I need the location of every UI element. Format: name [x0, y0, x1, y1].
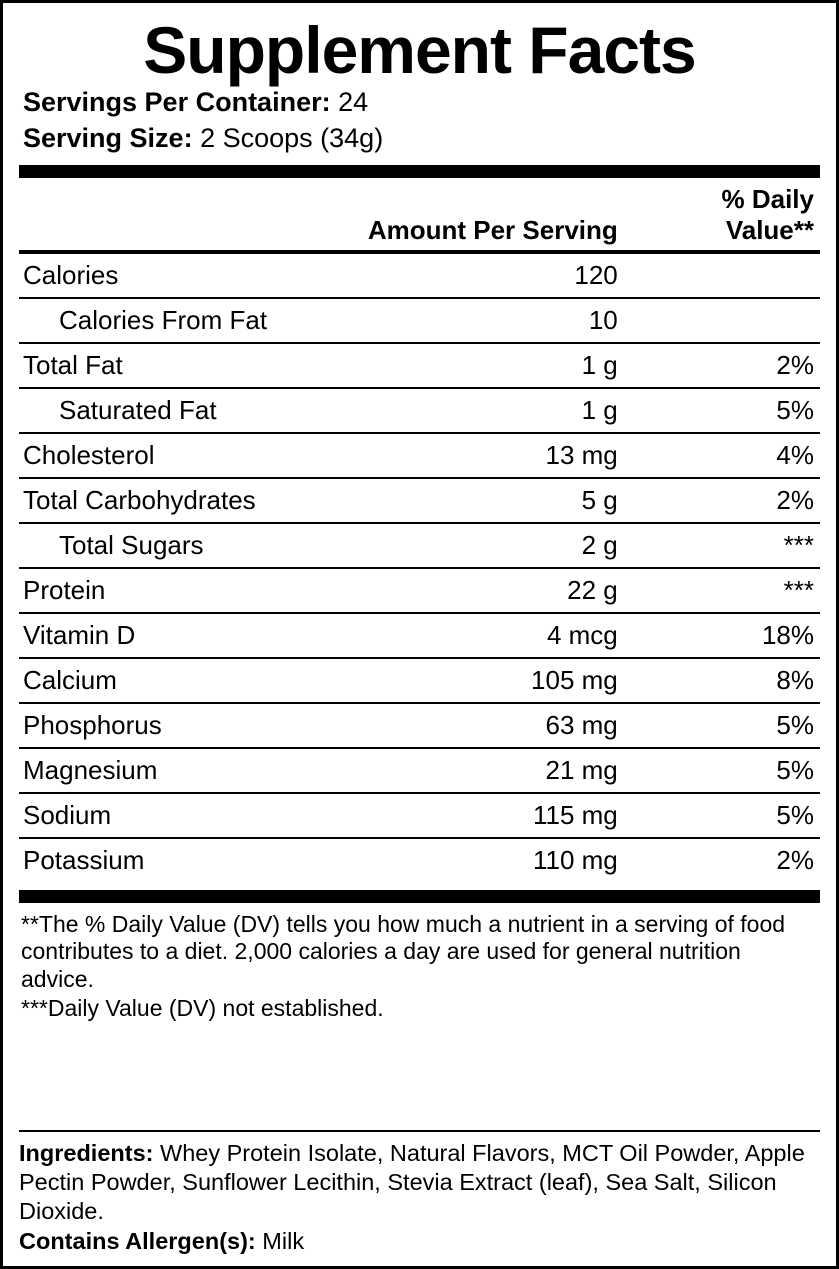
- nutrient-daily-value: 5%: [644, 793, 820, 838]
- serving-size-label: Serving Size:: [23, 123, 193, 154]
- nutrient-amount: 22 g: [355, 568, 643, 613]
- footnotes: [19, 911, 820, 1023]
- table-row: [19, 568, 820, 613]
- table-row: [19, 523, 820, 568]
- nutrient-daily-value: [644, 252, 820, 298]
- table-row: [19, 793, 820, 838]
- allergen-line: [19, 1227, 820, 1256]
- divider-thick-top: [19, 165, 820, 178]
- nutrient-name: Calcium: [19, 658, 355, 703]
- table-row: [19, 703, 820, 748]
- table-row: [19, 658, 820, 703]
- nutrient-daily-value: 5%: [644, 388, 820, 433]
- table-row: [19, 388, 820, 433]
- nutrient-daily-value: [644, 298, 820, 343]
- nutrient-amount: 2 g: [355, 523, 643, 568]
- table-row: [19, 433, 820, 478]
- nutrient-daily-value: 4%: [644, 433, 820, 478]
- servings-per-container: [23, 84, 820, 120]
- nutrient-amount: 1 g: [355, 343, 643, 388]
- nutrient-daily-value: ***: [644, 568, 820, 613]
- header-daily-value: % Daily Value**: [644, 178, 820, 252]
- nutrient-amount: 4 mcg: [355, 613, 643, 658]
- header-blank: [19, 178, 355, 252]
- nutrient-name: Potassium: [23, 844, 145, 875]
- table-row: [19, 298, 820, 343]
- nutrient-name: Magnesium: [19, 748, 355, 793]
- nutrient-name: Calories: [19, 252, 355, 298]
- nutrient-daily-value: 2%: [644, 478, 820, 523]
- table-row: [19, 343, 820, 388]
- nutrient-daily-value: 2%: [644, 343, 820, 388]
- nutrient-daily-value: 8%: [644, 658, 820, 703]
- nutrient-daily-value: 2%: [776, 844, 814, 875]
- nutrient-amount: 1 g: [355, 388, 643, 433]
- divider-thick-bottom: [19, 890, 820, 903]
- table-header-row: [19, 178, 820, 252]
- nutrient-daily-value: 18%: [644, 613, 820, 658]
- table-row: [19, 478, 820, 523]
- ingredients-text: Whey Protein Isolate, Natural Flavors, MCT Oil Powder, Apple Pectin Powder, Sunflower Lecithin, Stevia Extract (leaf), Sea Salt, Silicon Dioxide.: [19, 1140, 805, 1224]
- nutrient-amount: 110 mg: [532, 844, 618, 875]
- serving-size-value: 2 Scoops (34g): [200, 123, 384, 154]
- page-title: Supplement Facts: [143, 13, 696, 87]
- nutrient-amount: 21 mg: [355, 748, 643, 793]
- serving-size: [23, 120, 820, 156]
- table-row: [19, 252, 820, 298]
- nutrient-amount: 105 mg: [355, 658, 643, 703]
- nutrient-daily-value: 5%: [644, 748, 820, 793]
- nutrient-name: Calories From Fat: [19, 298, 355, 343]
- nutrient-name: Protein: [19, 568, 355, 613]
- servings-per-container-label: Servings Per Container:: [23, 86, 331, 117]
- allergen-label: Contains Allergen(s):: [19, 1228, 256, 1255]
- nutrition-table: [19, 178, 820, 882]
- ingredients-label: Ingredients:: [19, 1140, 154, 1167]
- table-row: [19, 613, 820, 658]
- nutrient-name: Phosphorus: [19, 703, 355, 748]
- nutrient-daily-value: 5%: [644, 703, 820, 748]
- table-row: [19, 838, 820, 882]
- nutrient-amount: 115 mg: [355, 793, 643, 838]
- footnote-daily-value: **The % Daily Value (DV) tells you how much a nutrient in a serving of food contributes to a diet. 2,000 calories a day are used for general nutrition advice.: [21, 910, 786, 992]
- nutrient-amount: 5 g: [355, 478, 643, 523]
- ingredients-line: [19, 1139, 820, 1225]
- table-row: [19, 748, 820, 793]
- nutrient-amount: 120: [355, 252, 643, 298]
- nutrient-amount: 10: [355, 298, 643, 343]
- ingredients-block: [19, 1130, 820, 1258]
- allergen-text: Milk: [262, 1228, 305, 1255]
- nutrient-amount: 63 mg: [355, 703, 643, 748]
- nutrient-name: Total Fat: [19, 343, 355, 388]
- nutrient-name: Total Sugars: [19, 523, 355, 568]
- servings-per-container-value: 24: [338, 86, 369, 117]
- footnote-not-established: ***Daily Value (DV) not established.: [21, 995, 384, 1022]
- nutrient-name: Saturated Fat: [19, 388, 355, 433]
- nutrient-amount: 13 mg: [355, 433, 643, 478]
- nutrient-name: Cholesterol: [19, 433, 355, 478]
- divider-ingredients: [19, 1130, 820, 1132]
- nutrient-name: Sodium: [19, 793, 355, 838]
- header-amount: Amount Per Serving: [355, 178, 643, 252]
- nutrient-name: Total Carbohydrates: [19, 478, 355, 523]
- nutrient-daily-value: ***: [644, 523, 820, 568]
- nutrient-name: Vitamin D: [19, 613, 355, 658]
